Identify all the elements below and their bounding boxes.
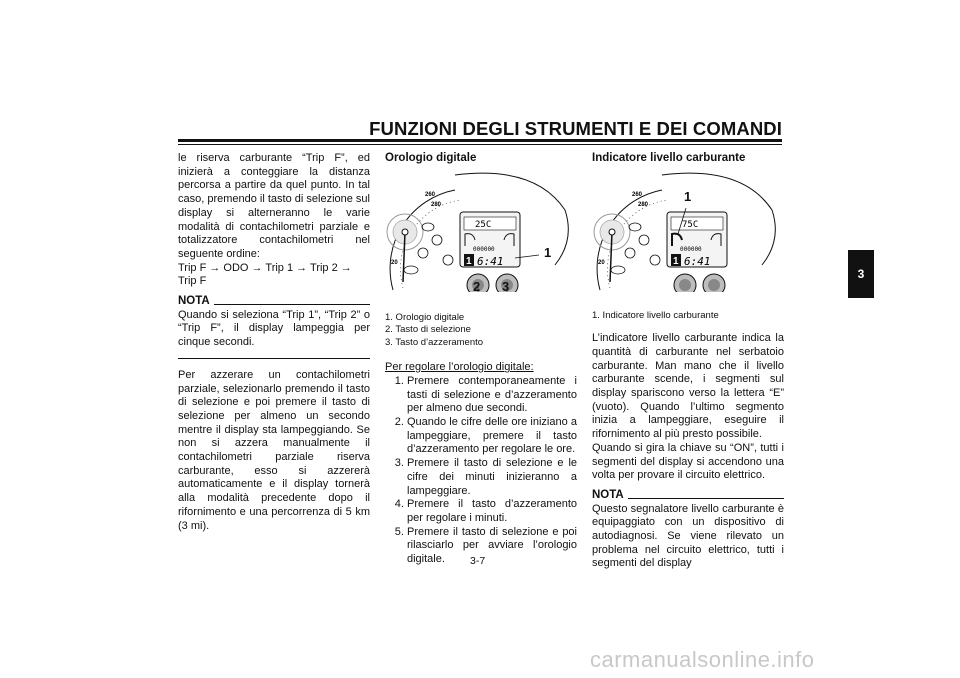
subheading-clock-setting: Per regolare l’orologio digitale: xyxy=(385,361,534,374)
callout-1: 1 xyxy=(544,244,552,260)
chapter-tab: 3 xyxy=(848,250,874,298)
page-number: 3-7 xyxy=(470,555,486,567)
lcd-clock: 6:41 xyxy=(684,254,711,268)
instrument-panel-illustration xyxy=(385,170,575,292)
section-heading: Indicatore livello carburante xyxy=(592,152,746,164)
figure-legend xyxy=(385,312,577,350)
steps-list xyxy=(385,375,577,567)
legend-item: 1. Indicatore livello carburante xyxy=(592,309,719,321)
note-text: Quando si seleziona “Trip 1”, “Trip 2” o “Trip F”, il display lampeggia per cinque secondi. xyxy=(178,308,370,349)
callout-2: 2 xyxy=(473,278,481,294)
page-header-title: FUNZIONI DEGLI STRUMENTI E DEI COMANDI xyxy=(369,118,782,139)
instrument-figure-fuel xyxy=(592,170,782,292)
lcd-gear: 1 xyxy=(673,255,679,267)
legend-item: 2. Tasto di selezione xyxy=(385,324,471,336)
step-item: 1. Premere contemporaneamente i tasti di selezione e d’azzeramento per almeno due secondi. xyxy=(407,375,577,416)
paragraph: L’indicatore livello carburante indica la quantità di carburante nel serbatoio carburante. Man mano che il livello carburante scende, i segmenti sul display spariscono verso la lettera “E” (vuoto). Quando l’ultimo segmento inizia a lampeggiare, eseguire il rifornimento al più presto possibile. xyxy=(592,332,784,441)
step-item: 2. Quando le cifre delle ore iniziano a lampeggiare, premere il tasto d’azzeramento per regolare le ore. xyxy=(407,416,577,457)
lcd-temperature: 75C xyxy=(682,219,699,230)
lcd-temperature: 25C xyxy=(475,219,492,230)
gauge-tick-280: 280 xyxy=(431,201,442,208)
step-item: 4. Premere il tasto d’azzeramento per regolare i minuti. xyxy=(407,498,577,525)
paragraph: Per azzerare un contachilometri parziale, selezionarlo premendo il tasto di selezione e poi premere il tasto di selezione per almeno un secondo mentre il display sta lampeggiando. Se non si azzera manualmente il contachilometri parziale riserva carburante, esso si azzererà automaticamente e il display tornerà alla modalità precedente dopo il rifornimento e una percorrenza di 5 km (3 mi). xyxy=(178,368,370,532)
gauge-tick-20: 20 xyxy=(391,259,398,266)
note-label: NOTA xyxy=(178,295,210,308)
note-text: Questo segnalatore livello carburante è equipaggiato con un dispositivo di autodiagnosi. Se viene rilevato un problema nel circuito elettrico, tutti i segmenti del display xyxy=(592,502,784,570)
lcd-gear: 1 xyxy=(466,255,472,267)
note-label: NOTA xyxy=(592,488,624,501)
paragraph: Quando si gira la chiave su “ON”, tutti i segmenti del display si accendono una volta per provare il circuito elettrico. xyxy=(592,441,784,482)
callout-3: 3 xyxy=(502,278,510,294)
gauge-tick-260: 260 xyxy=(425,191,436,198)
legend-item: 3. Tasto d’azzeramento xyxy=(385,336,484,348)
header-rule-thick xyxy=(178,139,782,142)
column-middle xyxy=(385,152,577,567)
note-end-rule xyxy=(178,358,370,359)
note-rule xyxy=(214,304,370,305)
gauge-tick-20: 20 xyxy=(598,259,605,266)
column-right xyxy=(592,152,784,571)
watermark: carmanualsonline.info xyxy=(590,647,815,672)
section-heading: Orologio digitale xyxy=(385,152,477,164)
lcd-odometer: 000000 xyxy=(473,245,495,253)
gauge-tick-280: 280 xyxy=(638,201,649,208)
callout-1: 1 xyxy=(684,188,692,204)
instrument-panel-illustration xyxy=(592,170,782,292)
figure-legend xyxy=(592,310,784,323)
gauge-tick-260: 260 xyxy=(632,191,643,198)
paragraph: le riserva carburante “Trip F”, ed inizierà a conteggiare la distanza percorsa a partire da quel punto. In tal caso, premendo il tasto di selezione sul display si alterneranno le varie modalità di contachilometri parziale e totalizzatore contachilometri nel seguente ordine: xyxy=(178,152,370,260)
legend-item: 1. Orologio digitale xyxy=(385,311,465,323)
column-left xyxy=(178,152,370,533)
note-rule xyxy=(628,498,784,499)
header-rule-thin xyxy=(178,144,782,145)
step-item: 5. Premere il tasto di selezione e poi rilasciarlo per avviare l’orologio digitale. xyxy=(407,526,577,567)
instrument-figure-clock xyxy=(385,170,575,292)
note-header xyxy=(178,295,370,309)
lcd-odometer: 000000 xyxy=(680,245,702,253)
trip-sequence: Trip F → ODO → Trip 1 → Trip 2 → Trip F xyxy=(178,261,352,288)
note-header xyxy=(592,489,784,503)
step-item: 3. Premere il tasto di selezione e le cifre dei minuti inizieranno a lampeggiare. xyxy=(407,457,577,498)
lcd-clock: 6:41 xyxy=(477,254,504,268)
